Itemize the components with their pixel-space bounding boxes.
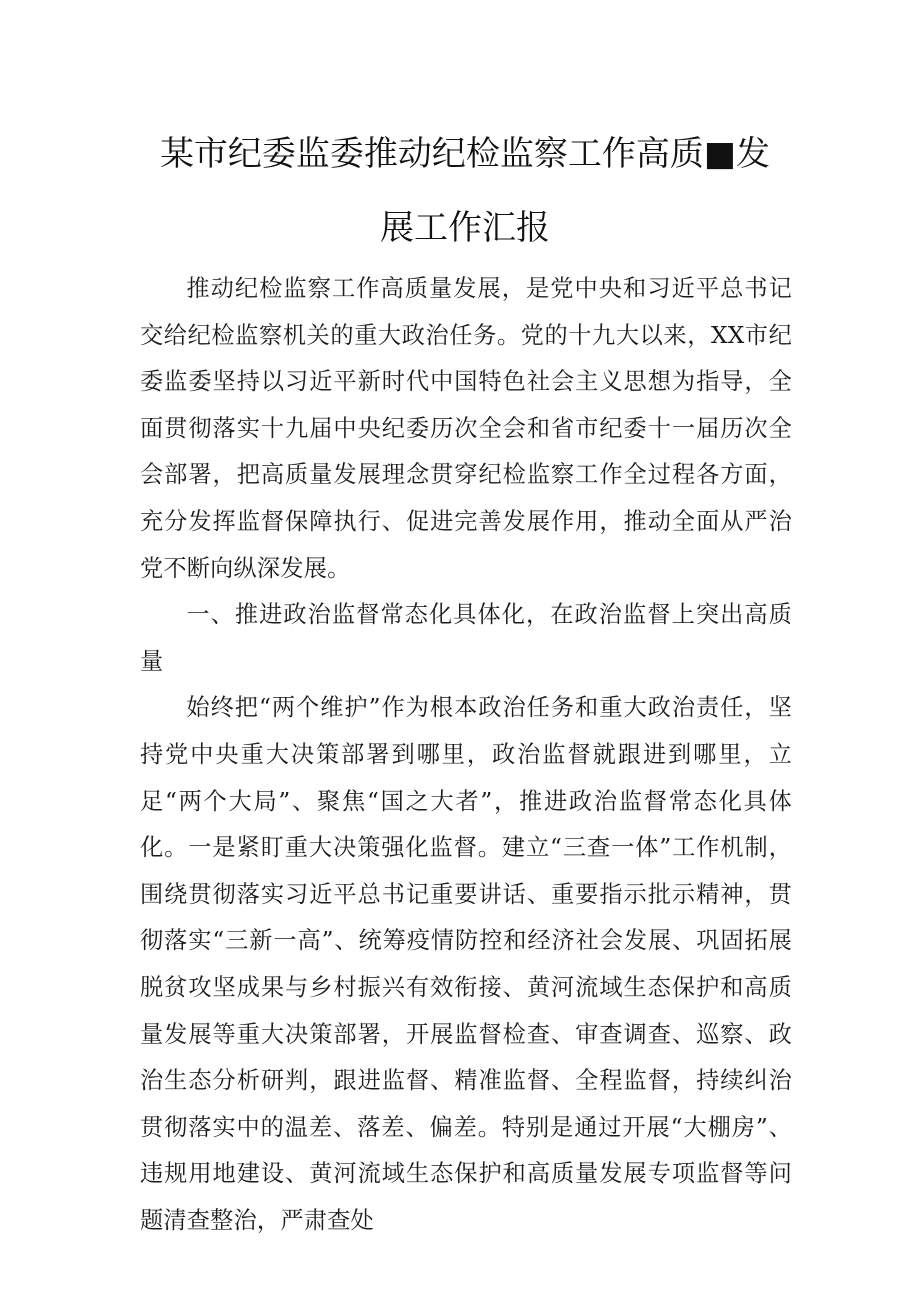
section-1-paragraph: 始终把“两个维护”作为根本政治任务和重大政治责任，坚持党中央重大决策部署到哪里，政治监督就跟进到哪里，立足“两个大局”、聚焦“国之大者”，推进政治监督常态化具体化。一是紧盯重大决策强化监督。建立“三查一体”工作机制，围绕贯彻落实习近平总书记重要讲话、重要指示批示精神，贯彻落实“三新一高”、统筹疫情防控和经济社会发展、巩固拓展脱贫攻坚成果与乡村振兴有效衔接、黄河流域生态保护和高质量发展等重大决策部署，开展监督检查、审查调查、巡察、政治生态分析研判，跟进监督、精准监督、全程监督，持续纠治贯彻落实中的温差、落差、偏差。特别是通过开展“大棚房”、违规用地建设、黄河流域生态保护和高质量发展专项监督等问题清查整治，严肃查处 <box>140 694 792 1234</box>
document-title-line-2: 展工作汇报 <box>380 208 550 248</box>
document-title-line-1: 某市纪委监委推动纪检监察工作高质■发 <box>159 134 771 174</box>
document-body <box>140 266 792 1244</box>
intro-paragraph: 推动纪检监察工作高质量发展，是党中央和习近平总书记交给纪检监察机关的重大政治任务。党的十九大以来，XX市纪委监委坚持以习近平新时代中国特色社会主义思想为指导，全面贯彻落实十九届中央纪委历次全会和省市纪委十一届历次全会部署，把高质量发展理念贯穿纪检监察工作全过程各方面，充分发挥监督保障执行、促进完善发展作用，推动全面从严治党不断向纵深发展。 <box>140 275 792 582</box>
section-heading-1: 一、推进政治监督常态化具体化，在政治监督上突出高质量 <box>140 601 792 675</box>
